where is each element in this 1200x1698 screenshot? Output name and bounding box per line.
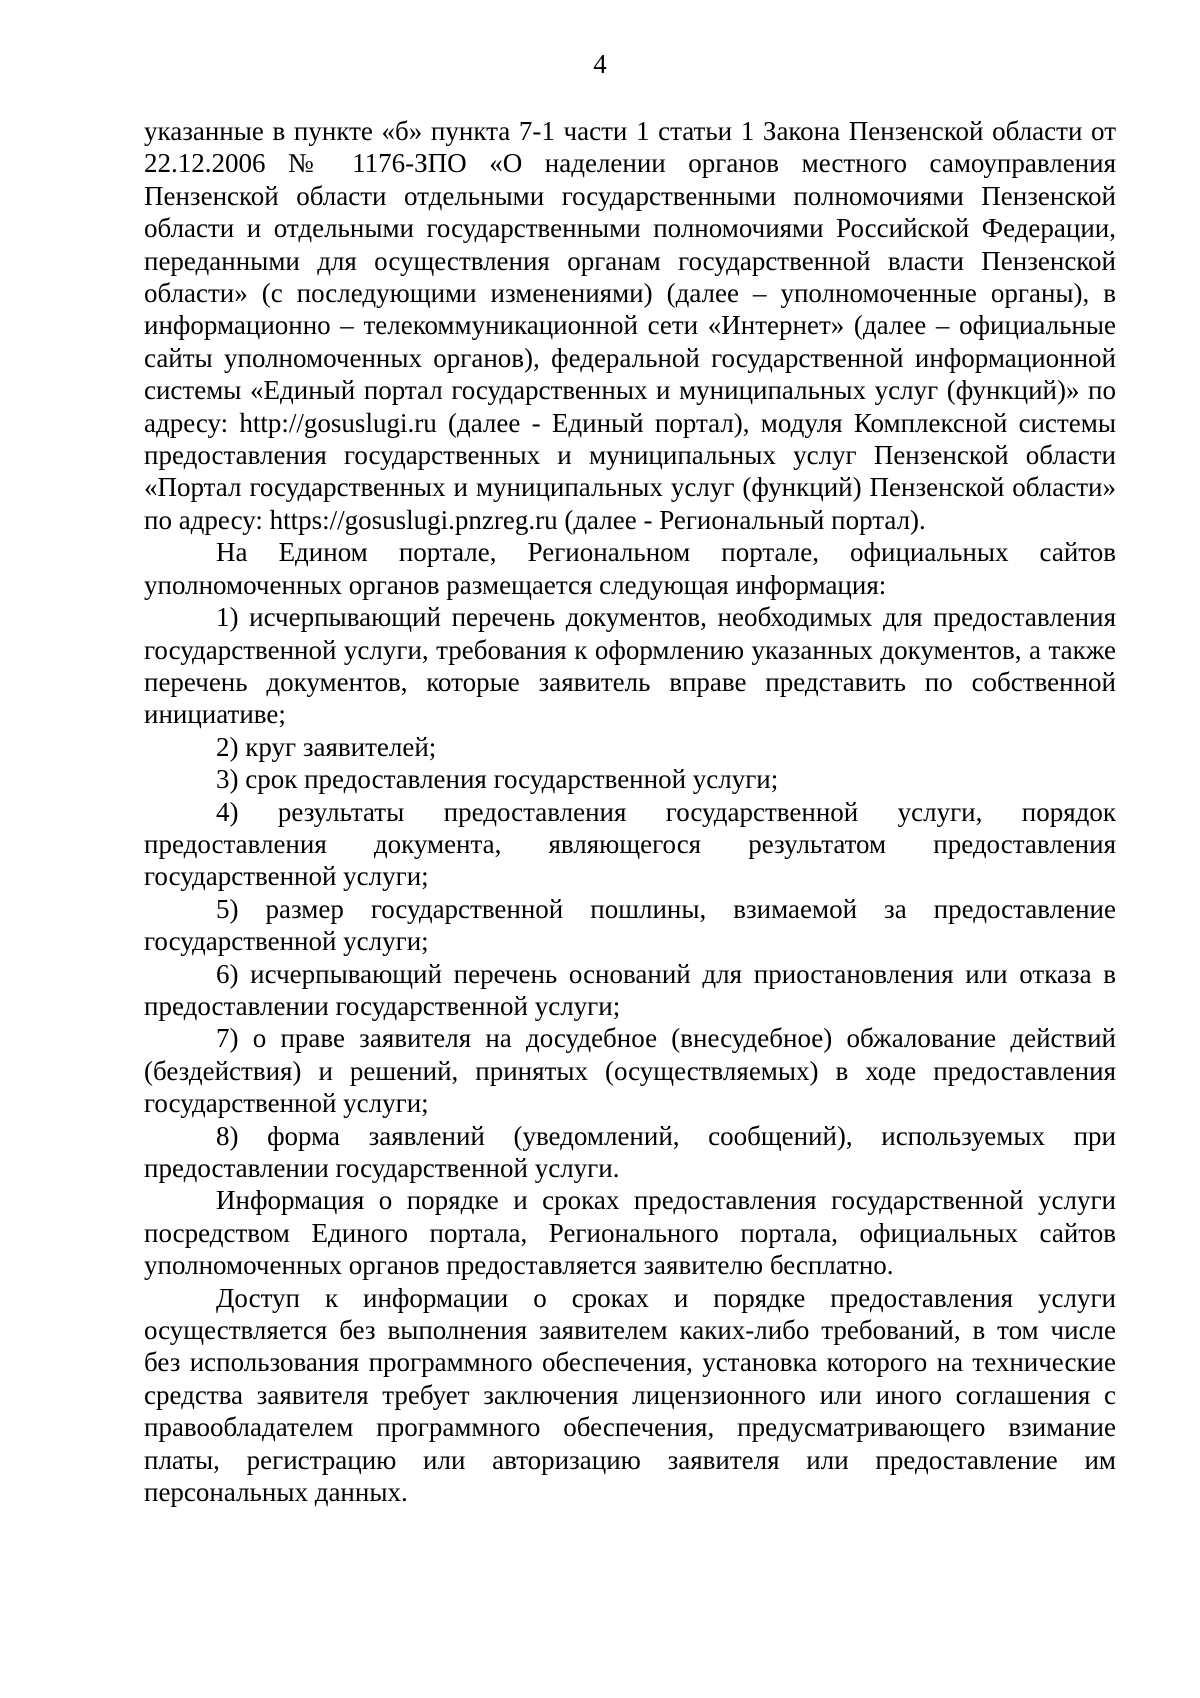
paragraph-info-intro: На Едином портале, Региональном портале, официальных сайтов уполномоченных органов размещается следующая информация: [144,537,1116,600]
list-item-4-results: 4) результаты предоставления государственной услуги, порядок предоставления документа, являющегося результатом предоставления государственной услуги; [144,796,1116,892]
paragraph-free-info: Информация о порядке и сроках предоставления государственной услуги посредством Единого портала, Регионального портала, официальных сайтов уполномоченных органов предоставляется заявителю бесплатно. [144,1185,1116,1281]
list-item-8-forms: 8) форма заявлений (уведомлений, сообщений), используемых при предоставлении государственной услуги. [144,1120,1116,1183]
list-item-5-duty: 5) размер государственной пошлины, взимаемой за предоставление государственной услуги; [144,893,1116,957]
paragraph-law-reference: указанные в пункте «б» пункта 7-1 части 1 статьи 1 Закона Пензенской области от 22.12.2006 № 1176-ЗПО «О наделении органов местного самоуправления Пензенской области отдельными государственными полномочиями Пензенской области и отдельными государственными полномочиями Российской Федерации, переданными для осуществления органам государственной власти Пензенской области» (с последующими изменениями) (далее – уполномоченные органы), в информационно – телекоммуникационной сети «Интернет» (далее – официальные сайты уполномоченных органов), федеральной государственной информационной системы «Единый портал государственных и муниципальных услуг (функций)» по адресу: http://gosuslugi.ru (далее - Единый портал), модуля Комплексной системы предоставления государственных и муниципальных услуг Пензенской области «Портал государственных и муниципальных услуг (функций) Пензенской области» по адресу: https://gosuslugi.pnzreg.ru (далее - Региональный портал). [144,116,1116,535]
paragraph-access: Доступ к информации о сроках и порядке предоставления услуги осуществляется без выполнения заявителем каких-либо требований, в том числе без использования программного обеспечения, установка которого на технические средства заявителя требует заключения лицензионного или иного соглашения с правообладателем программного обеспечения, предусматривающего взимание платы, регистрацию или авторизацию заявителя или предоставление им персональных данных. [144,1282,1116,1508]
document-body [144,115,1116,1508]
list-item-6-grounds: 6) исчерпывающий перечень оснований для приостановления или отказа в предоставлении государственной услуги; [144,958,1116,1021]
list-item-3-term: 3) срок предоставления государственной услуги; [216,764,779,795]
list-item-1-documents: 1) исчерпывающий перечень документов, необходимых для предоставления государственной услуги, требования к оформлению указанных документов, а также перечень документов, которые заявитель вправе представить по собственной инициативе; [144,602,1116,730]
list-item-2-applicants: 2) круг заявителей; [216,731,437,762]
list-item-7-appeal: 7) о праве заявителя на досудебное (внесудебное) обжалование действий (бездействия) и решений, принятых (осуществляемых) в ходе предоставления государственной услуги; [144,1023,1116,1119]
page-number: 4 [593,49,607,79]
